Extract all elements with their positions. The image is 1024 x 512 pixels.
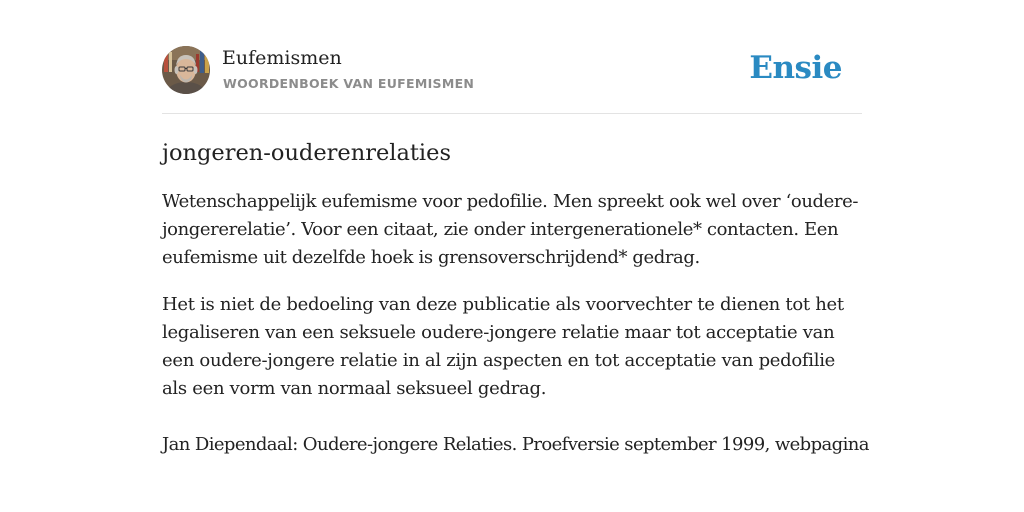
author-portrait-icon xyxy=(162,46,210,94)
source-name[interactable]: Eufemismen xyxy=(222,47,342,69)
source-subtitle[interactable]: WOORDENBOEK VAN EUFEMISMEN xyxy=(223,76,475,91)
entry-definition: Wetenschappelijk eufemisme voor pedofilie. Men spreekt ook wel over ‘oudere-jongererelatie’. Voor een citaat, zie onder intergenerationele* contacten. Een eufemisme uit dezelfde hoek is grensoverschrijdend* gedrag. xyxy=(162,191,859,268)
entry-header xyxy=(162,46,862,114)
brand-logo[interactable]: Ensie xyxy=(749,50,842,86)
entry-card xyxy=(162,46,869,459)
entry-quote: Het is niet de bedoeling van deze publicatie als voorvechter te dienen tot het legaliseren van een seksuele oudere-jongere relatie maar tot acceptatie van een oudere-jongere relatie in al zijn aspecten en tot acceptatie van pedofilie als een vorm van normaal seksueel gedrag. xyxy=(162,294,844,399)
entry-title: jongeren-ouderenrelaties xyxy=(162,140,451,166)
entry-citation: Jan Diependaal: Oudere-jongere Relaties. Proefversie september 1999, webpagina xyxy=(162,434,869,455)
avatar[interactable] xyxy=(162,46,210,94)
